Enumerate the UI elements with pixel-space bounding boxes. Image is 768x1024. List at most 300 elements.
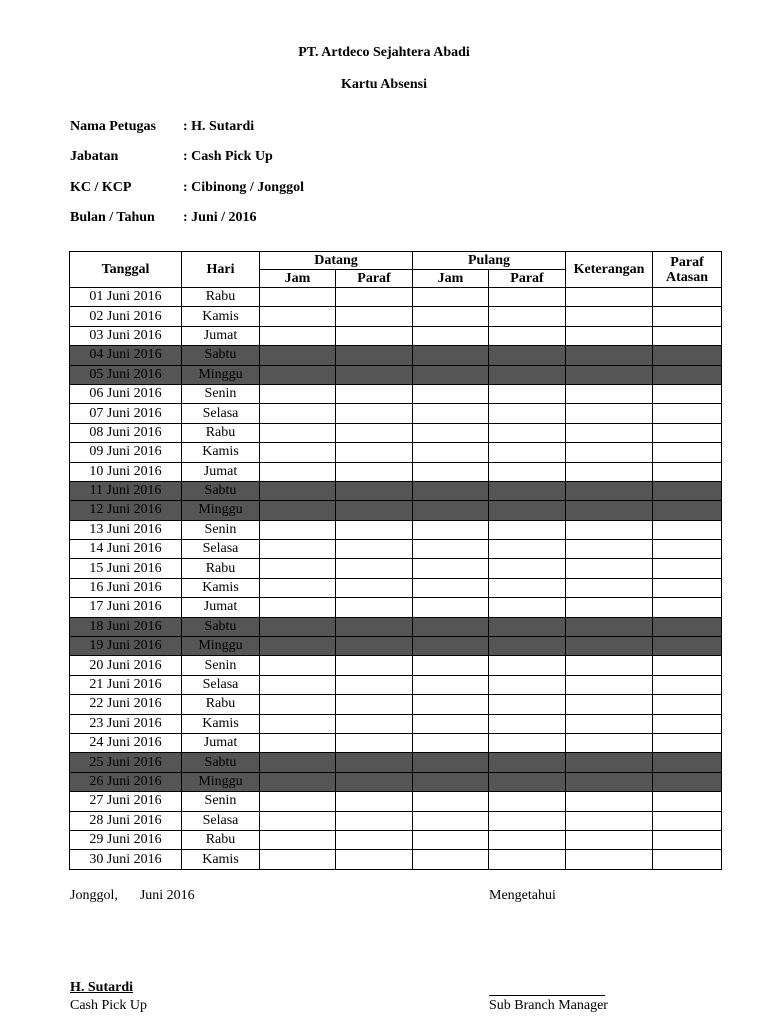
cell-datang-paraf: [336, 365, 413, 384]
cell-datang-paraf: [336, 830, 413, 849]
cell-pulang-jam: [413, 714, 489, 733]
cell-paraf-atasan: [653, 559, 722, 578]
cell-pulang-paraf: [489, 772, 566, 791]
cell-pulang-jam: [413, 598, 489, 617]
cell-tanggal: 20 Juni 2016: [70, 656, 182, 675]
table-row: [70, 850, 722, 869]
cell-pulang-paraf: [489, 792, 566, 811]
cell-pulang-paraf: [489, 520, 566, 539]
cell-datang-paraf: [336, 443, 413, 462]
cell-hari: Selasa: [182, 540, 260, 559]
cell-tanggal: 28 Juni 2016: [70, 811, 182, 830]
cell-datang-jam: [260, 288, 336, 307]
cell-tanggal: 27 Juni 2016: [70, 792, 182, 811]
table-row: [70, 598, 722, 617]
cell-datang-jam: [260, 772, 336, 791]
cell-pulang-jam: [413, 423, 489, 442]
cell-pulang-paraf: [489, 288, 566, 307]
cell-pulang-jam: [413, 675, 489, 694]
cell-keterangan: [566, 307, 653, 326]
header-pulang-paraf: Paraf: [489, 270, 566, 288]
cell-datang-paraf: [336, 598, 413, 617]
cell-datang-paraf: [336, 326, 413, 345]
table-row: [70, 346, 722, 365]
cell-keterangan: [566, 540, 653, 559]
cell-hari: Rabu: [182, 559, 260, 578]
cell-tanggal: 10 Juni 2016: [70, 462, 182, 481]
cell-tanggal: 17 Juni 2016: [70, 598, 182, 617]
cell-datang-paraf: [336, 772, 413, 791]
cell-pulang-paraf: [489, 675, 566, 694]
cell-datang-paraf: [336, 404, 413, 423]
cell-pulang-jam: [413, 637, 489, 656]
cell-datang-jam: [260, 753, 336, 772]
table-row: [70, 753, 722, 772]
cell-datang-paraf: [336, 733, 413, 752]
cell-paraf-atasan: [653, 656, 722, 675]
cell-datang-paraf: [336, 307, 413, 326]
cell-tanggal: 19 Juni 2016: [70, 637, 182, 656]
cell-datang-paraf: [336, 617, 413, 636]
cell-hari: Senin: [182, 384, 260, 403]
cell-pulang-jam: [413, 365, 489, 384]
cell-pulang-paraf: [489, 617, 566, 636]
cell-hari: Rabu: [182, 288, 260, 307]
cell-keterangan: [566, 346, 653, 365]
cell-hari: Minggu: [182, 365, 260, 384]
cell-paraf-atasan: [653, 695, 722, 714]
cell-datang-paraf: [336, 384, 413, 403]
cell-pulang-jam: [413, 404, 489, 423]
cell-tanggal: 04 Juni 2016: [70, 346, 182, 365]
cell-tanggal: 05 Juni 2016: [70, 365, 182, 384]
cell-hari: Senin: [182, 792, 260, 811]
cell-pulang-paraf: [489, 656, 566, 675]
cell-datang-paraf: [336, 346, 413, 365]
cell-tanggal: 23 Juni 2016: [70, 714, 182, 733]
cell-pulang-jam: [413, 384, 489, 403]
cell-pulang-paraf: [489, 326, 566, 345]
header-datang: Datang: [260, 252, 413, 270]
cell-hari: Jumat: [182, 326, 260, 345]
cell-hari: Jumat: [182, 733, 260, 752]
cell-datang-paraf: [336, 423, 413, 442]
info-value: : H. Sutardi: [183, 119, 255, 134]
cell-pulang-paraf: [489, 637, 566, 656]
cell-paraf-atasan: [653, 578, 722, 597]
table-row: [70, 520, 722, 539]
document-title: Kartu Absensi: [341, 77, 427, 92]
cell-datang-jam: [260, 443, 336, 462]
attendance-rows: [70, 288, 722, 870]
cell-pulang-paraf: [489, 598, 566, 617]
cell-datang-paraf: [336, 675, 413, 694]
cell-datang-jam: [260, 598, 336, 617]
cell-keterangan: [566, 772, 653, 791]
info-label: KC / KCP: [70, 180, 132, 195]
cell-hari: Kamis: [182, 443, 260, 462]
header-tanggal: Tanggal: [70, 252, 182, 288]
info-label: Nama Petugas: [70, 119, 156, 134]
cell-pulang-paraf: [489, 559, 566, 578]
cell-paraf-atasan: [653, 792, 722, 811]
cell-datang-jam: [260, 346, 336, 365]
cell-datang-jam: [260, 792, 336, 811]
signer-role: Cash Pick Up: [70, 998, 147, 1013]
cell-tanggal: 30 Juni 2016: [70, 850, 182, 869]
cell-hari: Rabu: [182, 830, 260, 849]
cell-hari: Kamis: [182, 578, 260, 597]
cell-pulang-paraf: [489, 695, 566, 714]
table-row: [70, 540, 722, 559]
cell-paraf-atasan: [653, 481, 722, 500]
info-row-branch: [70, 180, 304, 196]
cell-paraf-atasan: [653, 714, 722, 733]
info-value: : Cash Pick Up: [183, 149, 273, 164]
cell-pulang-jam: [413, 850, 489, 869]
cell-pulang-jam: [413, 307, 489, 326]
cell-tanggal: 22 Juni 2016: [70, 695, 182, 714]
cell-pulang-paraf: [489, 365, 566, 384]
table-row: [70, 365, 722, 384]
table-row: [70, 501, 722, 520]
cell-pulang-paraf: [489, 714, 566, 733]
cell-datang-jam: [260, 830, 336, 849]
cell-keterangan: [566, 384, 653, 403]
cell-hari: Senin: [182, 656, 260, 675]
cell-tanggal: 11 Juni 2016: [70, 481, 182, 500]
cell-tanggal: 18 Juni 2016: [70, 617, 182, 636]
company-name: PT. Artdeco Sejahtera Abadi: [298, 45, 470, 60]
cell-datang-jam: [260, 695, 336, 714]
cell-paraf-atasan: [653, 346, 722, 365]
cell-hari: Minggu: [182, 501, 260, 520]
cell-paraf-atasan: [653, 423, 722, 442]
cell-datang-paraf: [336, 520, 413, 539]
table-row: [70, 617, 722, 636]
cell-datang-jam: [260, 307, 336, 326]
cell-hari: Selasa: [182, 811, 260, 830]
cell-tanggal: 13 Juni 2016: [70, 520, 182, 539]
cell-datang-paraf: [336, 501, 413, 520]
cell-datang-jam: [260, 559, 336, 578]
cell-datang-paraf: [336, 578, 413, 597]
cell-pulang-paraf: [489, 811, 566, 830]
cell-paraf-atasan: [653, 365, 722, 384]
cell-paraf-atasan: [653, 462, 722, 481]
cell-tanggal: 02 Juni 2016: [70, 307, 182, 326]
cell-pulang-jam: [413, 559, 489, 578]
cell-paraf-atasan: [653, 811, 722, 830]
cell-keterangan: [566, 481, 653, 500]
cell-datang-paraf: [336, 850, 413, 869]
footer-place-date: [70, 888, 195, 904]
table-row: [70, 443, 722, 462]
cell-keterangan: [566, 792, 653, 811]
cell-pulang-paraf: [489, 462, 566, 481]
cell-keterangan: [566, 675, 653, 694]
cell-pulang-jam: [413, 288, 489, 307]
cell-datang-jam: [260, 656, 336, 675]
cell-paraf-atasan: [653, 733, 722, 752]
cell-pulang-paraf: [489, 404, 566, 423]
cell-hari: Kamis: [182, 307, 260, 326]
cell-pulang-jam: [413, 656, 489, 675]
cell-pulang-paraf: [489, 481, 566, 500]
table-row: [70, 656, 722, 675]
table-row: [70, 559, 722, 578]
cell-pulang-jam: [413, 481, 489, 500]
cell-paraf-atasan: [653, 772, 722, 791]
cell-hari: Minggu: [182, 772, 260, 791]
cell-datang-jam: [260, 326, 336, 345]
cell-keterangan: [566, 656, 653, 675]
info-label: Bulan / Tahun: [70, 210, 155, 225]
cell-datang-paraf: [336, 792, 413, 811]
table-row: [70, 830, 722, 849]
footer-date: Juni 2016: [139, 888, 195, 903]
cell-pulang-jam: [413, 462, 489, 481]
cell-tanggal: 01 Juni 2016: [70, 288, 182, 307]
cell-tanggal: 08 Juni 2016: [70, 423, 182, 442]
cell-hari: Sabtu: [182, 346, 260, 365]
attendance-table: [69, 251, 722, 870]
cell-hari: Selasa: [182, 675, 260, 694]
cell-hari: Kamis: [182, 850, 260, 869]
cell-tanggal: 06 Juni 2016: [70, 384, 182, 403]
cell-pulang-jam: [413, 792, 489, 811]
cell-pulang-paraf: [489, 346, 566, 365]
cell-paraf-atasan: [653, 307, 722, 326]
cell-pulang-paraf: [489, 307, 566, 326]
cell-tanggal: 26 Juni 2016: [70, 772, 182, 791]
manager-role: Sub Branch Manager: [489, 998, 608, 1013]
cell-paraf-atasan: [653, 675, 722, 694]
cell-paraf-atasan: [653, 326, 722, 345]
cell-keterangan: [566, 578, 653, 597]
table-row: [70, 733, 722, 752]
cell-paraf-atasan: [653, 540, 722, 559]
cell-keterangan: [566, 830, 653, 849]
cell-keterangan: [566, 714, 653, 733]
table-row: [70, 481, 722, 500]
cell-paraf-atasan: [653, 520, 722, 539]
cell-pulang-jam: [413, 733, 489, 752]
footer-acknowledge: Mengetahui: [489, 888, 556, 903]
cell-tanggal: 24 Juni 2016: [70, 733, 182, 752]
signer-name: H. Sutardi: [70, 980, 134, 995]
info-value: : Cibinong / Jonggol: [183, 180, 304, 195]
cell-keterangan: [566, 443, 653, 462]
cell-datang-paraf: [336, 288, 413, 307]
table-row: [70, 326, 722, 345]
cell-hari: Sabtu: [182, 481, 260, 500]
cell-paraf-atasan: [653, 404, 722, 423]
manager-signature-line: [489, 995, 605, 996]
header-datang-paraf: Paraf: [336, 270, 413, 288]
cell-datang-paraf: [336, 462, 413, 481]
header-paraf-atasan: [653, 252, 722, 288]
cell-tanggal: 12 Juni 2016: [70, 501, 182, 520]
cell-datang-jam: [260, 462, 336, 481]
cell-datang-jam: [260, 520, 336, 539]
cell-pulang-jam: [413, 830, 489, 849]
cell-datang-jam: [260, 637, 336, 656]
cell-pulang-jam: [413, 772, 489, 791]
cell-tanggal: 09 Juni 2016: [70, 443, 182, 462]
header-paraf-atasan-line2: Atasan: [666, 269, 709, 285]
cell-tanggal: 16 Juni 2016: [70, 578, 182, 597]
cell-datang-jam: [260, 481, 336, 500]
cell-datang-jam: [260, 501, 336, 520]
cell-hari: Kamis: [182, 714, 260, 733]
table-row: [70, 695, 722, 714]
cell-pulang-paraf: [489, 830, 566, 849]
cell-paraf-atasan: [653, 501, 722, 520]
table-row: [70, 772, 722, 791]
cell-hari: Sabtu: [182, 753, 260, 772]
cell-hari: Rabu: [182, 423, 260, 442]
cell-paraf-atasan: [653, 850, 722, 869]
cell-keterangan: [566, 850, 653, 869]
cell-pulang-paraf: [489, 733, 566, 752]
table-row: [70, 307, 722, 326]
cell-keterangan: [566, 559, 653, 578]
table-row: [70, 714, 722, 733]
cell-datang-jam: [260, 404, 336, 423]
cell-pulang-jam: [413, 520, 489, 539]
cell-pulang-paraf: [489, 384, 566, 403]
cell-keterangan: [566, 288, 653, 307]
cell-keterangan: [566, 637, 653, 656]
cell-paraf-atasan: [653, 830, 722, 849]
cell-hari: Selasa: [182, 404, 260, 423]
cell-keterangan: [566, 501, 653, 520]
cell-hari: Minggu: [182, 637, 260, 656]
cell-datang-paraf: [336, 714, 413, 733]
cell-paraf-atasan: [653, 443, 722, 462]
cell-paraf-atasan: [653, 637, 722, 656]
cell-datang-paraf: [336, 811, 413, 830]
cell-pulang-jam: [413, 753, 489, 772]
cell-pulang-paraf: [489, 423, 566, 442]
table-row: [70, 675, 722, 694]
table-row: [70, 288, 722, 307]
table-row: [70, 792, 722, 811]
cell-hari: Jumat: [182, 462, 260, 481]
cell-datang-jam: [260, 365, 336, 384]
table-row: [70, 811, 722, 830]
cell-pulang-jam: [413, 326, 489, 345]
cell-tanggal: 25 Juni 2016: [70, 753, 182, 772]
cell-pulang-jam: [413, 540, 489, 559]
info-row-position: [70, 149, 273, 165]
cell-keterangan: [566, 617, 653, 636]
footer-place: Jonggol,: [70, 888, 118, 903]
cell-keterangan: [566, 462, 653, 481]
info-row-period: [70, 210, 257, 226]
cell-datang-paraf: [336, 481, 413, 500]
cell-tanggal: 03 Juni 2016: [70, 326, 182, 345]
cell-datang-jam: [260, 617, 336, 636]
cell-keterangan: [566, 811, 653, 830]
cell-pulang-jam: [413, 617, 489, 636]
cell-datang-jam: [260, 733, 336, 752]
header-paraf-atasan-line1: Paraf: [670, 254, 704, 270]
cell-datang-jam: [260, 811, 336, 830]
header-hari: Hari: [182, 252, 260, 288]
info-row-name: [70, 119, 254, 135]
cell-paraf-atasan: [653, 617, 722, 636]
cell-keterangan: [566, 733, 653, 752]
cell-pulang-paraf: [489, 850, 566, 869]
cell-hari: Senin: [182, 520, 260, 539]
cell-pulang-jam: [413, 346, 489, 365]
cell-datang-paraf: [336, 753, 413, 772]
cell-pulang-jam: [413, 578, 489, 597]
cell-pulang-jam: [413, 443, 489, 462]
cell-hari: Jumat: [182, 598, 260, 617]
cell-paraf-atasan: [653, 288, 722, 307]
cell-keterangan: [566, 520, 653, 539]
cell-tanggal: 07 Juni 2016: [70, 404, 182, 423]
table-row: [70, 423, 722, 442]
cell-pulang-jam: [413, 811, 489, 830]
header-keterangan: Keterangan: [566, 252, 653, 288]
cell-paraf-atasan: [653, 384, 722, 403]
cell-datang-paraf: [336, 637, 413, 656]
cell-datang-jam: [260, 578, 336, 597]
cell-pulang-paraf: [489, 443, 566, 462]
cell-tanggal: 21 Juni 2016: [70, 675, 182, 694]
cell-pulang-paraf: [489, 578, 566, 597]
cell-keterangan: [566, 423, 653, 442]
cell-datang-jam: [260, 423, 336, 442]
cell-datang-paraf: [336, 695, 413, 714]
table-row: [70, 637, 722, 656]
cell-datang-paraf: [336, 559, 413, 578]
info-label: Jabatan: [70, 149, 119, 164]
cell-keterangan: [566, 598, 653, 617]
cell-tanggal: 14 Juni 2016: [70, 540, 182, 559]
cell-datang-jam: [260, 850, 336, 869]
cell-datang-paraf: [336, 540, 413, 559]
cell-pulang-paraf: [489, 753, 566, 772]
cell-datang-jam: [260, 540, 336, 559]
cell-pulang-paraf: [489, 540, 566, 559]
info-value: : Juni / 2016: [183, 210, 257, 225]
cell-keterangan: [566, 753, 653, 772]
cell-hari: Sabtu: [182, 617, 260, 636]
table-row: [70, 404, 722, 423]
cell-keterangan: [566, 365, 653, 384]
cell-pulang-paraf: [489, 501, 566, 520]
cell-paraf-atasan: [653, 598, 722, 617]
cell-keterangan: [566, 695, 653, 714]
cell-tanggal: 29 Juni 2016: [70, 830, 182, 849]
cell-datang-jam: [260, 384, 336, 403]
header-datang-jam: Jam: [260, 270, 336, 288]
table-row: [70, 578, 722, 597]
table-row: [70, 384, 722, 403]
cell-pulang-jam: [413, 695, 489, 714]
cell-tanggal: 15 Juni 2016: [70, 559, 182, 578]
cell-pulang-jam: [413, 501, 489, 520]
cell-datang-jam: [260, 714, 336, 733]
cell-keterangan: [566, 404, 653, 423]
cell-paraf-atasan: [653, 753, 722, 772]
cell-datang-paraf: [336, 656, 413, 675]
